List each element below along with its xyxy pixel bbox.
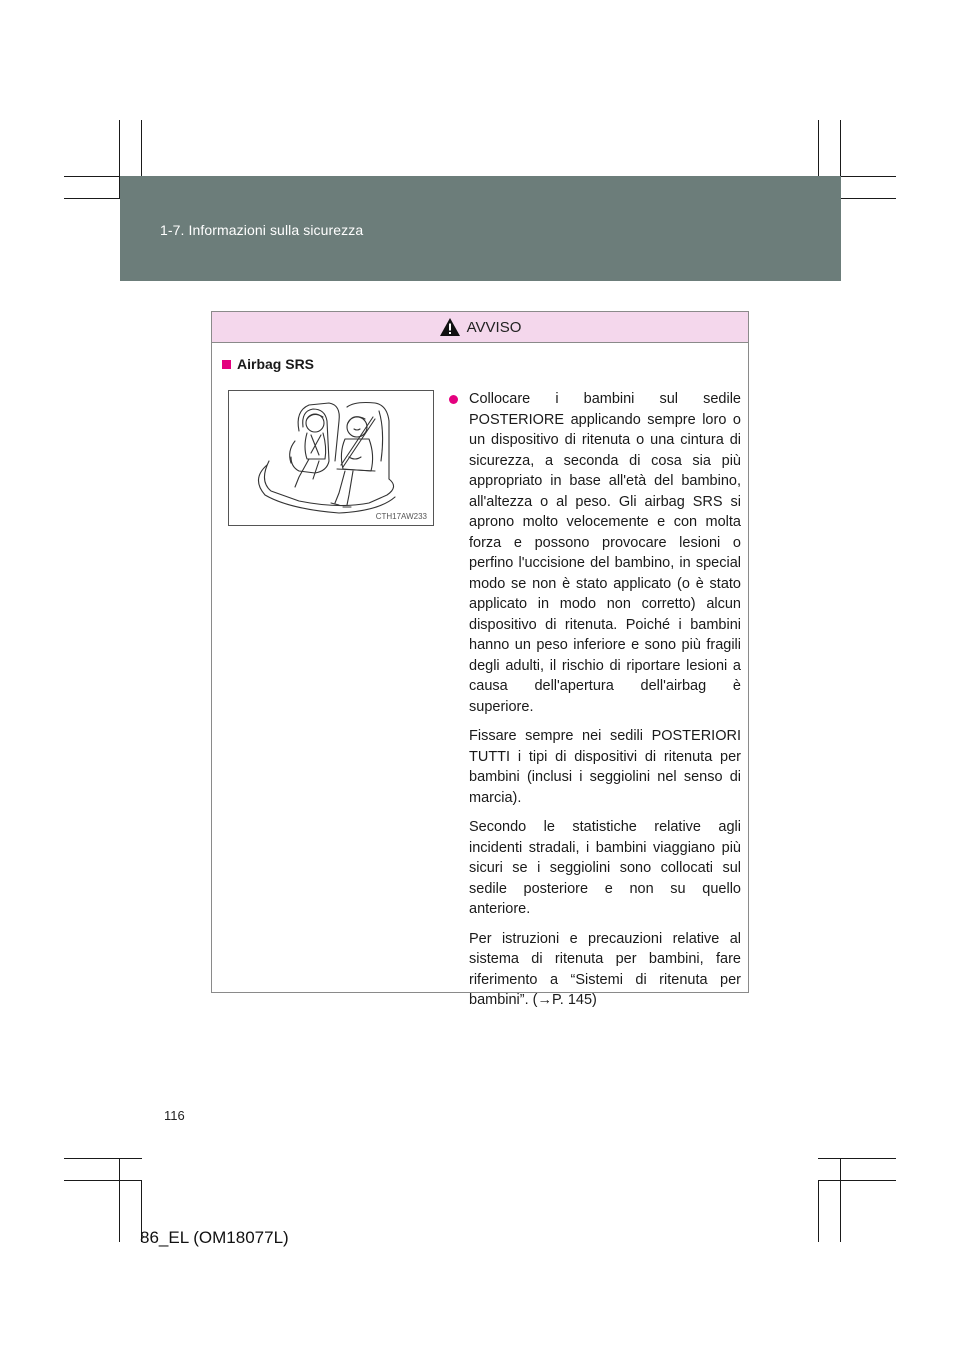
crop-mark: [64, 1158, 142, 1159]
section-title: 1-7. Informazioni sulla sicurezza: [160, 222, 364, 238]
warning-triangle-icon: [439, 317, 461, 337]
paragraph: Collocare i bambini sul sedile POSTERIORE applicando sempre loro o un dispositivo di ritenuta o una cintura di sicurezza, a seconda di cosa sia più appropriato in base all'età del bambino, all'altezza o al peso. Gli airbag SRS si aprono molto velocemente e con molta forza e possono provocare lesioni o perfino l'uccisione del bambino, in special modo se non è stato applicato (o è stato applicato in modo non corretto) alcun dispositivo di ritenuta. Poiché i bambini hanno un peso inferiore e sono più fragili degli adulti, il rischio di riportare lesioni a causa dell'apertura dell'airbag è superiore.: [469, 391, 741, 715]
crop-mark: [818, 1180, 819, 1242]
paragraph: Secondo le statistiche relative agli incidenti stradali, i bambini viaggiano più sicuri se i seggiolini sono collocati sul sedile posteriore e non su quello anteriore.: [469, 819, 741, 917]
illustration-child-seat: [228, 390, 434, 526]
square-bullet-icon: [222, 360, 231, 369]
crop-mark: [64, 1180, 142, 1181]
page-number: 116: [164, 1108, 185, 1123]
warning-header: [212, 312, 748, 343]
crop-mark: [840, 1158, 841, 1242]
crop-mark: [818, 1158, 896, 1159]
warning-text: [469, 389, 741, 1020]
warning-topic: [222, 356, 314, 372]
bullet-item: [469, 389, 741, 717]
paragraph: Fissare sempre nei sedili POSTERIORI TUTTI i tipi di dispositivi di ritenuta per bambini (inclusi i seggiolini nel senso di marcia).: [469, 728, 741, 806]
topic-title: Airbag SRS: [237, 356, 315, 372]
figure-code: CTH17AW233: [375, 512, 427, 521]
warning-box: [211, 311, 749, 1008]
child-seat-illustration: [229, 391, 433, 525]
warning-label: AVVISO: [466, 318, 522, 336]
crop-mark: [818, 1180, 896, 1181]
document-code: 86_EL (OM18077L): [140, 1228, 289, 1247]
round-bullet-icon: [449, 395, 458, 404]
crop-mark: [119, 1158, 120, 1242]
paragraph: Per istruzioni e precauzioni relative al sistema di ritenuta per bambini, fare riferimento a “Sistemi di ritenuta per bambini”. (→P. 145): [469, 930, 741, 1008]
